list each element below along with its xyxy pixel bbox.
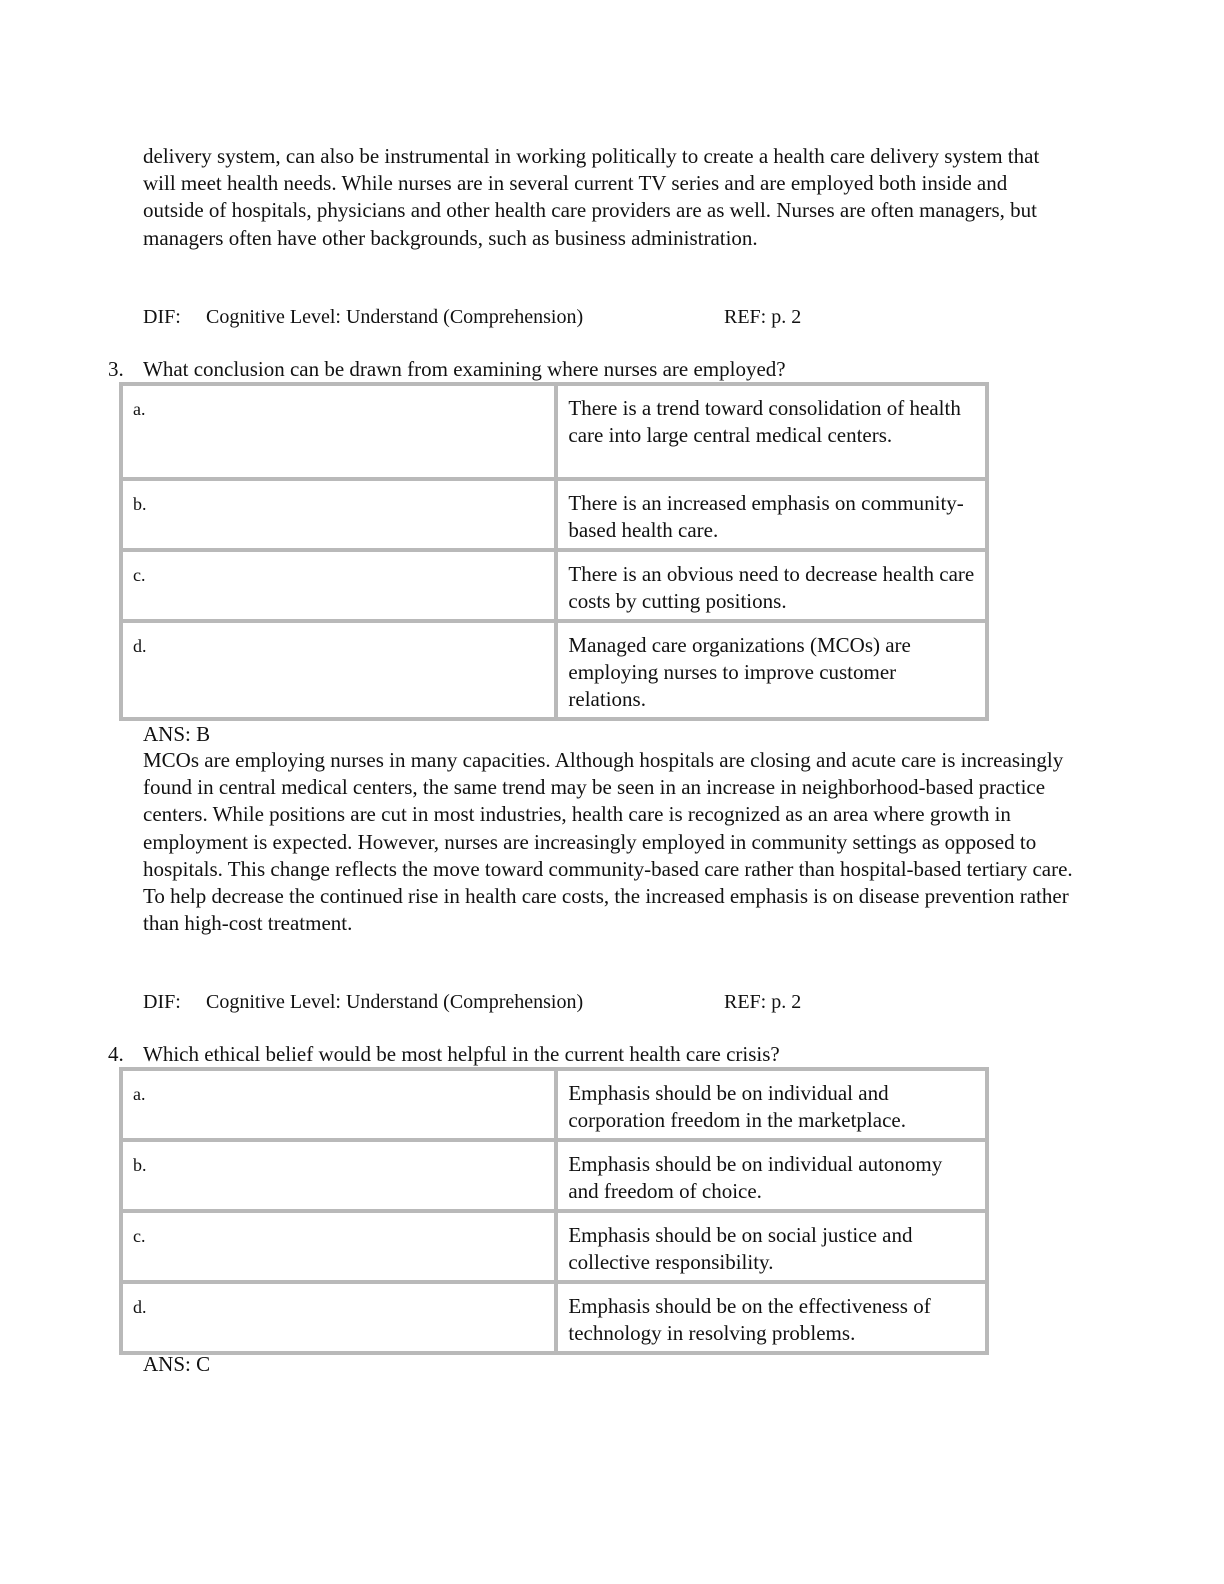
dif-cognitive-level: Cognitive Level: Understand (Comprehension) (206, 991, 584, 1013)
answer-q4: ANS: C (143, 1352, 211, 1376)
question-meta-1 (143, 305, 843, 329)
question-number: 3. (108, 357, 124, 381)
choice-row-d (121, 1282, 987, 1353)
choice-row-b (121, 479, 987, 550)
choice-text: Emphasis should be on the effectiveness of technology in resolving problems. (556, 1282, 987, 1353)
question-4 (108, 1041, 1088, 1067)
choice-letter: b. (121, 1140, 556, 1211)
choice-row-a (121, 1069, 987, 1140)
question-text: What conclusion can be drawn from examining where nurses are employed? (143, 357, 786, 381)
choice-letter: b. (121, 479, 556, 550)
ref-page: REF: p. 2 (724, 306, 802, 328)
choices-table-q4 (119, 1067, 989, 1355)
question-meta-2 (143, 990, 843, 1014)
question-text: Which ethical belief would be most helpful in the current health care crisis? (143, 1042, 780, 1066)
intro-paragraph: delivery system, can also be instrumental in working politically to create a health care delivery system that will meet health needs. While nurses are in several current TV series and are employed both inside and outside of hospitals, physicians and other health care providers are as well. Nurses are often managers, but managers often have other backgrounds, such as business administration. (143, 144, 1040, 250)
choice-text: Emphasis should be on social justice and collective responsibility. (556, 1211, 987, 1282)
choice-row-b (121, 1140, 987, 1211)
choice-letter: d. (121, 1282, 556, 1353)
choice-text: Emphasis should be on individual autonomy and freedom of choice. (556, 1140, 987, 1211)
dif-label: DIF: (143, 991, 181, 1013)
choice-letter: c. (121, 1211, 556, 1282)
ref-page: REF: p. 2 (724, 991, 802, 1013)
choice-text: There is an increased emphasis on community-based health care. (556, 479, 987, 550)
choice-row-a (121, 384, 987, 479)
choice-letter: d. (121, 621, 556, 719)
choice-text: There is a trend toward consolidation of health care into large central medical centers. (556, 384, 987, 479)
choice-text: Emphasis should be on individual and corporation freedom in the marketplace. (556, 1069, 987, 1140)
choice-text: Managed care organizations (MCOs) are employing nurses to improve customer relations. (556, 621, 987, 719)
dif-cognitive-level: Cognitive Level: Understand (Comprehension) (206, 306, 584, 328)
choice-letter: a. (121, 1069, 556, 1140)
choice-row-c (121, 1211, 987, 1282)
answer-q3: ANS: B (143, 722, 211, 746)
rationale-q3: MCOs are employing nurses in many capacities. Although hospitals are closing and acute care is increasingly found in central medical centers, the same trend may be seen in an increase in neighborhood-based practice centers. While positions are cut in most industries, health care is recognized as an area where growth in employment is expected. However, nurses are increasingly employed in community settings as opposed to hospitals. This change reflects the move toward community-based care rather than hospital-based tertiary care. To help decrease the continued rise in health care costs, the increased emphasis is on disease prevention rather than high-cost treatment. (143, 748, 1073, 936)
choice-letter: a. (121, 384, 556, 479)
dif-label: DIF: (143, 306, 181, 328)
choice-row-c (121, 550, 987, 621)
question-3 (108, 356, 1088, 382)
question-number: 4. (108, 1042, 124, 1066)
choice-text: There is an obvious need to decrease health care costs by cutting positions. (556, 550, 987, 621)
choices-table-q3 (119, 382, 989, 721)
choice-row-d (121, 621, 987, 719)
choice-letter: c. (121, 550, 556, 621)
